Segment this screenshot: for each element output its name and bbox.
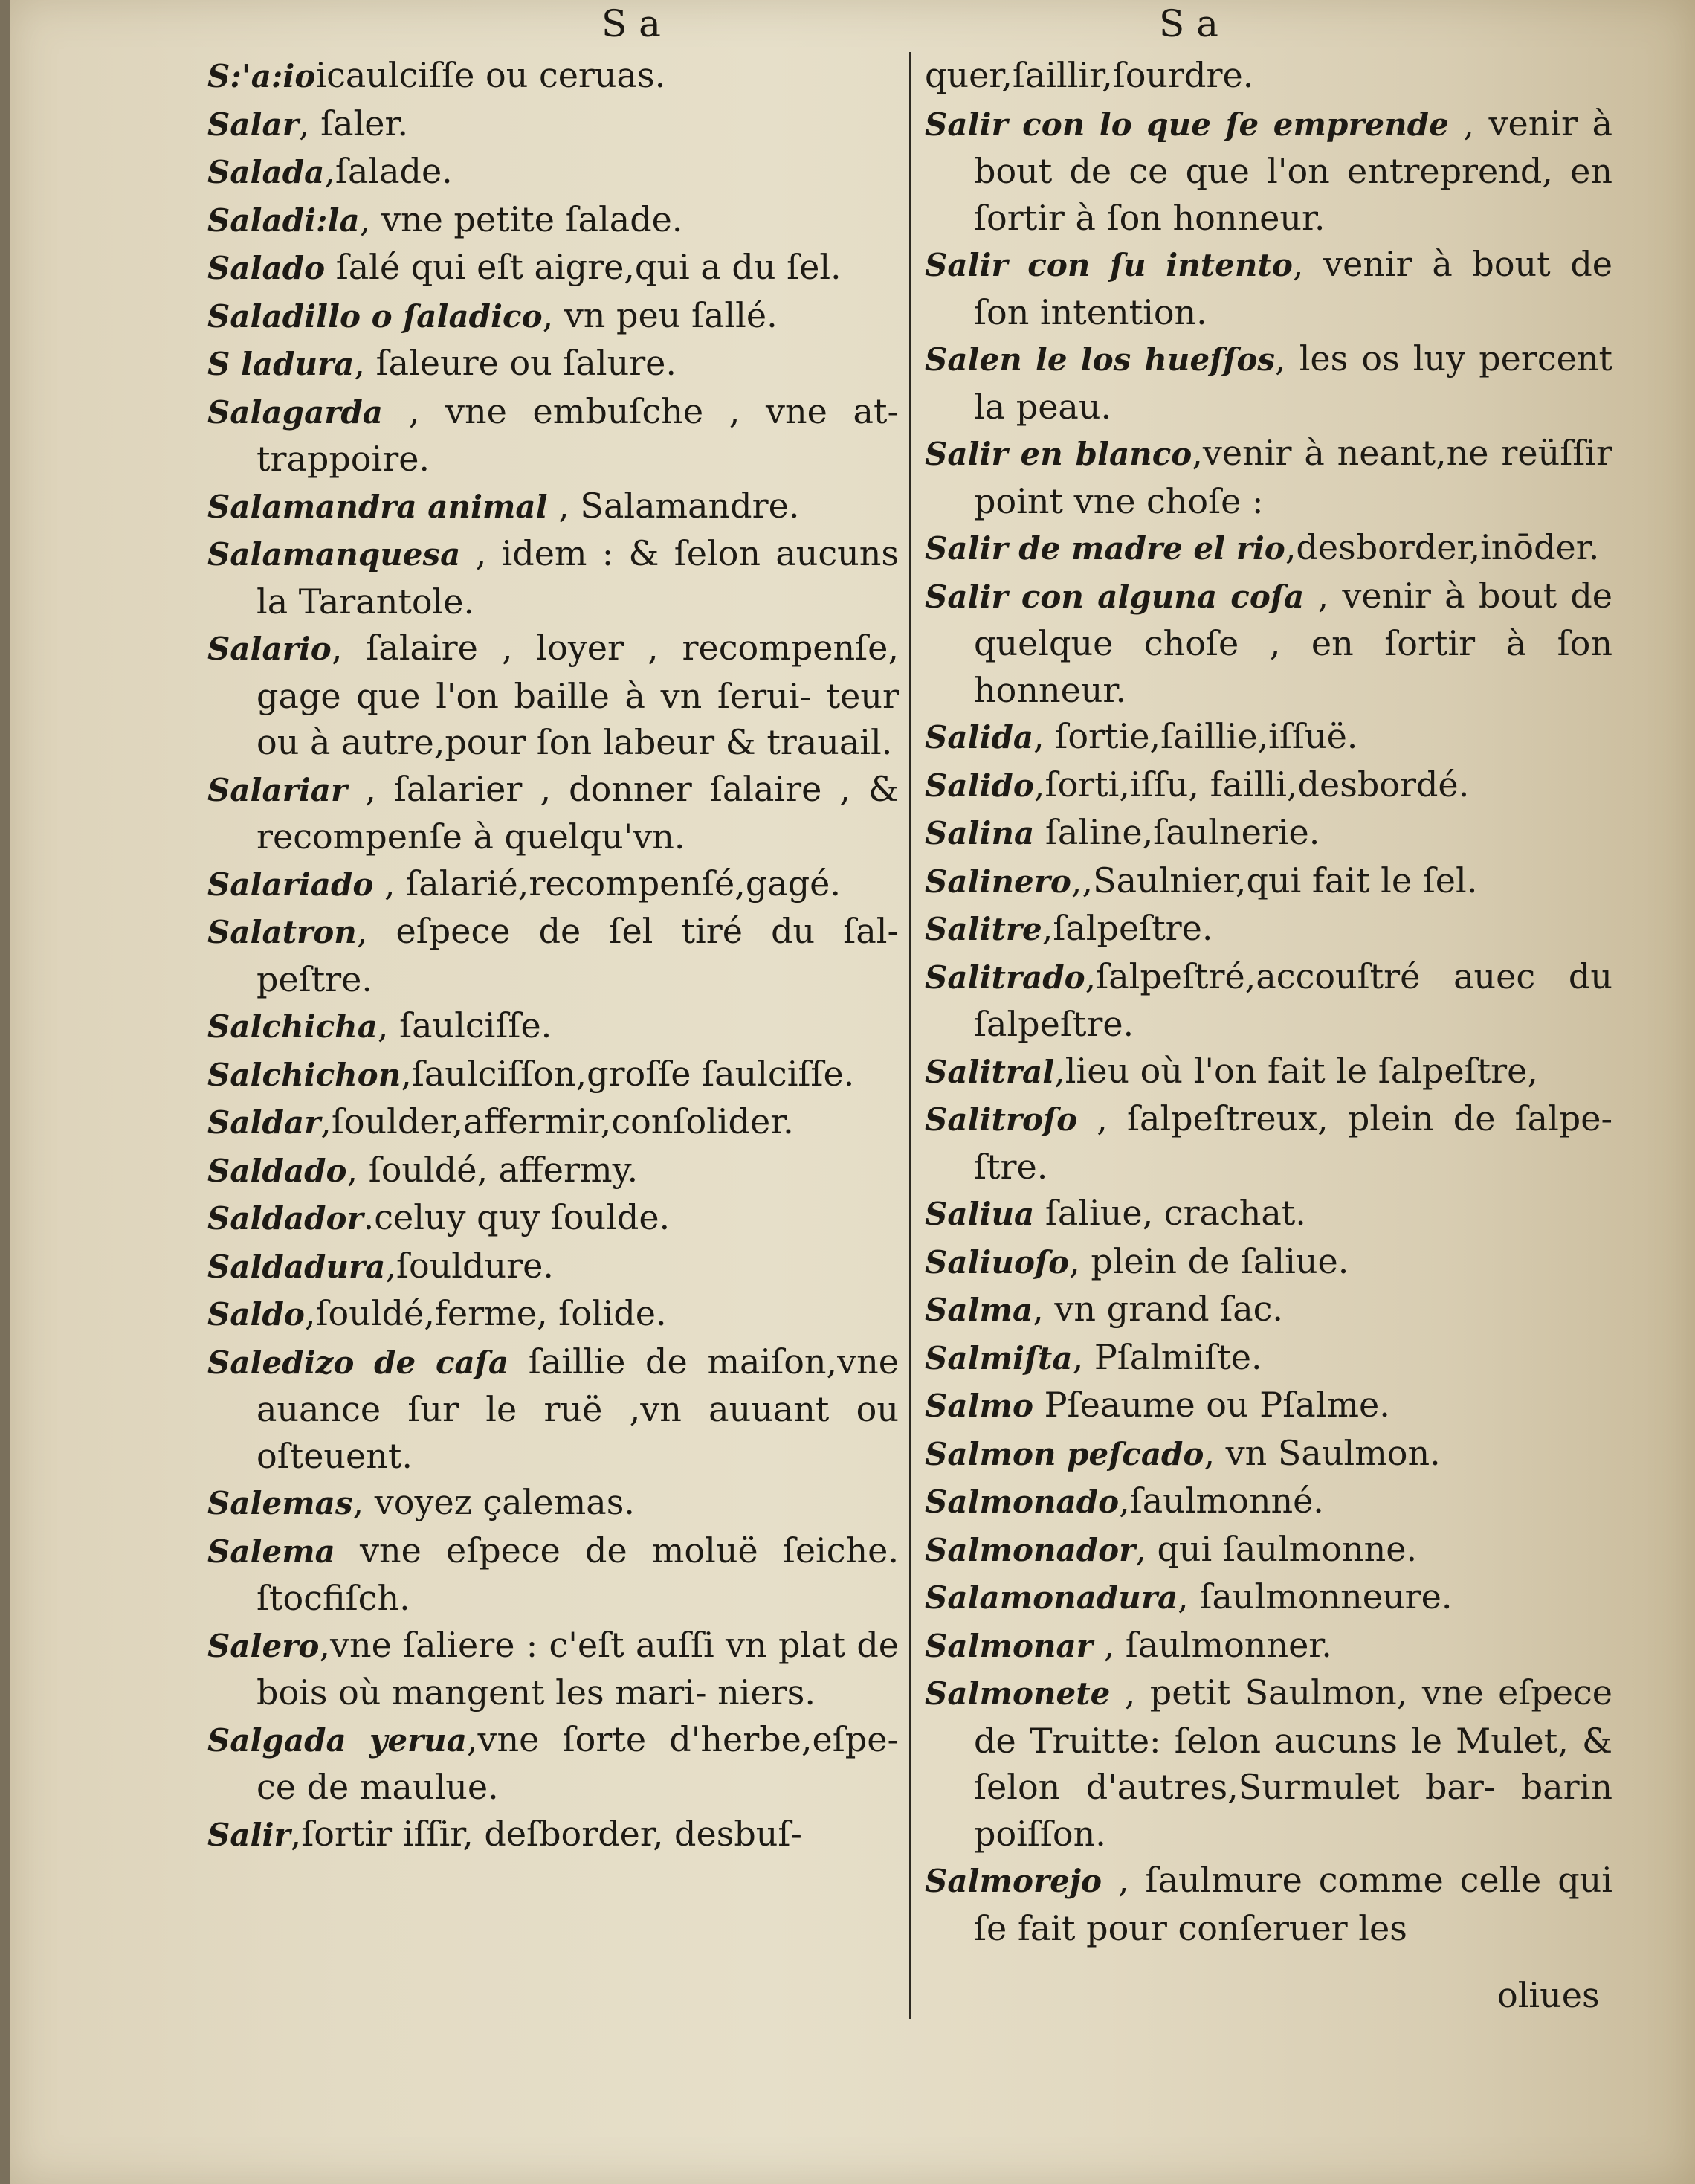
entry-definition: , venir à bout de ce que l'on entreprend, en ſortir à ſon honneur. xyxy=(974,103,1613,238)
entry-headword: Salmorejo xyxy=(925,1863,1102,1899)
entry-headword: Salmonado xyxy=(925,1484,1120,1520)
entry-headword: Salir xyxy=(207,1816,291,1853)
entry-headword: Salario xyxy=(207,631,332,667)
right-column xyxy=(925,52,1612,1951)
entry-definition: , ſaulmure comme celle qui ſe fait pour conſeruer les xyxy=(974,1860,1612,1948)
entry-definition: ,ſouldé,ferme, ſolide. xyxy=(304,1293,667,1333)
dictionary-entry xyxy=(925,1526,1612,1574)
entry-headword: Salatron xyxy=(207,914,357,950)
entry-headword: Salido xyxy=(925,767,1034,804)
entry-definition: , voyez çalemas. xyxy=(352,1482,635,1522)
dictionary-entry xyxy=(207,340,899,388)
entry-definition: , les os luy percent la peau. xyxy=(974,338,1612,427)
dictionary-entry xyxy=(207,483,899,531)
dictionary-entry xyxy=(925,573,1612,714)
entry-headword: Salir en blanco xyxy=(925,436,1192,472)
entry-definition: ,ſouldure. xyxy=(385,1245,554,1286)
dictionary-entry xyxy=(925,1286,1612,1334)
entry-definition: , eſpece de ſel tiré du ſal- peſtre. xyxy=(256,911,899,999)
dictionary-entry xyxy=(925,809,1612,857)
dictionary-entry xyxy=(925,52,1612,100)
entry-definition: , ſalpeſtreux, plein de ſalpe- ſtre. xyxy=(974,1098,1612,1187)
entry-headword: Saldar xyxy=(207,1104,321,1141)
entry-headword: Salema xyxy=(207,1533,335,1570)
entry-definition: , ſaulmonner. xyxy=(1092,1624,1332,1665)
entry-headword: Saldador xyxy=(207,1200,364,1237)
dictionary-entry xyxy=(925,430,1612,524)
dictionary-entry xyxy=(207,1339,899,1480)
entry-definition: , ſalaire , loyer , recompenſe, gage que l'on baille à vn ſerui- teur ou à autre,pour ſon labeur & trauail. xyxy=(256,628,899,762)
dictionary-entry xyxy=(925,241,1612,335)
entry-definition: , ſaulciſſe. xyxy=(377,1005,552,1046)
entry-headword: Saladillo o ſaladico xyxy=(207,297,543,335)
dictionary-entry xyxy=(207,1290,899,1339)
entry-headword: Salmonete xyxy=(925,1675,1111,1712)
dictionary-entry xyxy=(207,52,899,100)
running-head-left: S a xyxy=(601,2,661,45)
entry-definition: vne eſpece de moluë ſeiche. ſtocfiſch. xyxy=(256,1530,899,1618)
entry-headword: Salmiſta xyxy=(925,1339,1073,1376)
entry-headword: Salmonar xyxy=(925,1627,1093,1664)
entry-definition: , Salamandre. xyxy=(547,485,800,526)
entry-headword: Salero xyxy=(207,1627,320,1664)
dictionary-entry xyxy=(207,625,899,766)
dictionary-entry xyxy=(925,1095,1612,1190)
dictionary-entry xyxy=(207,1479,899,1527)
dictionary-entry xyxy=(925,953,1612,1048)
entry-definition: , vn peu ſallé. xyxy=(542,294,778,335)
dictionary-entry xyxy=(925,1334,1612,1382)
dictionary-entry xyxy=(207,148,899,196)
dictionary-entry xyxy=(925,1238,1612,1286)
dictionary-entry xyxy=(207,1243,899,1291)
entry-headword: Salir de madre el rio xyxy=(925,530,1285,567)
dictionary-entry xyxy=(207,196,899,245)
entry-definition: ,,Saulnier,qui fait le ſel. xyxy=(1071,860,1478,901)
catchword: oliues xyxy=(1497,1975,1600,2015)
entry-headword: Salinero xyxy=(925,863,1071,900)
entry-definition: , vne petite ſalade. xyxy=(359,199,683,239)
entry-headword: Salen le los hueſſos xyxy=(925,341,1275,378)
entry-headword: Salmo xyxy=(925,1388,1033,1424)
dictionary-entry xyxy=(925,1573,1612,1622)
dictionary-page xyxy=(10,0,1695,2184)
column-divider xyxy=(909,52,911,2019)
entry-headword: Salada xyxy=(207,154,325,190)
dictionary-entry xyxy=(207,1147,899,1195)
entry-definition: , qui ſaulmonne. xyxy=(1135,1528,1418,1569)
dictionary-entry xyxy=(925,713,1612,761)
entry-headword: Salma xyxy=(925,1292,1033,1328)
entry-headword: Saledizo de caſa xyxy=(207,1344,509,1381)
dictionary-entry xyxy=(925,761,1612,810)
entry-definition: , vn Saulmon. xyxy=(1204,1432,1441,1473)
entry-definition: ,ſalpeſtre. xyxy=(1042,908,1213,948)
entry-definition: , idem : & ſelon aucuns la Tarantole. xyxy=(256,533,899,622)
dictionary-entry xyxy=(207,100,899,149)
entry-headword: Salir con ſu intento xyxy=(925,247,1293,283)
entry-headword: Saladi:la xyxy=(207,202,360,239)
dictionary-entry xyxy=(925,1430,1612,1478)
entry-definition: ſaline,ſaulnerie. xyxy=(1034,812,1320,852)
entry-definition: , ſaulmonneure. xyxy=(1178,1576,1453,1617)
entry-definition: ,ſaulmonné. xyxy=(1119,1481,1324,1521)
dictionary-entry xyxy=(925,857,1612,906)
dictionary-entry xyxy=(925,100,1612,242)
entry-headword: Saldado xyxy=(207,1152,347,1189)
entry-definition: icaulciſſe ou ceruas. xyxy=(315,55,666,95)
entry-definition: , ſaleure ou ſalure. xyxy=(354,343,677,383)
entry-definition: , plein de ſaliue. xyxy=(1069,1240,1349,1281)
entry-definition: ,ſalade. xyxy=(324,151,453,191)
dictionary-entry xyxy=(207,388,899,483)
dictionary-entry xyxy=(925,1190,1612,1238)
entry-headword: S:'a:io xyxy=(207,58,316,94)
entry-headword: Salitral xyxy=(925,1053,1055,1090)
entry-definition: ,venir à neant,ne reüſſir point vne choſe : xyxy=(974,433,1612,521)
entry-definition: ſaillie de maiſon,vne auance ſur le ruë ,vn auuant ou oſteuent. xyxy=(256,1341,899,1476)
entry-definition: , venir à bout de quelque choſe , en ſortir à ſon honneur. xyxy=(974,575,1612,710)
entry-definition: ,ſaulciſſon,groſſe ſaulciſſe. xyxy=(401,1053,855,1094)
entry-definition: ,ſalpeſtré,accouſtré auec du ſalpeſtre. xyxy=(974,956,1612,1044)
dictionary-entry xyxy=(207,1002,899,1051)
dictionary-entry xyxy=(207,1051,899,1099)
entry-headword: Salariado xyxy=(207,866,374,903)
entry-headword: Salitroſo xyxy=(925,1101,1078,1138)
dictionary-entry xyxy=(207,908,899,1002)
entry-definition: ,desborder,inōder. xyxy=(1285,527,1600,567)
dictionary-entry xyxy=(207,1527,899,1622)
dictionary-entry xyxy=(207,1716,899,1811)
dictionary-entry xyxy=(207,292,899,341)
dictionary-entry xyxy=(207,860,899,909)
dictionary-entry xyxy=(207,1622,899,1716)
left-column xyxy=(207,52,899,1858)
entry-headword: Salar xyxy=(207,106,299,143)
entry-headword: Salir con alguna coſa xyxy=(925,578,1305,615)
entry-definition: ,vne ſorte d'herbe,eſpe- ce de maulue. xyxy=(256,1718,899,1807)
entry-definition: , vne embuſche , vne at- trappoire. xyxy=(256,390,899,479)
entry-headword: Salchicha xyxy=(207,1008,378,1045)
entry-headword: Saliua xyxy=(925,1196,1035,1232)
dictionary-entry xyxy=(207,766,899,860)
entry-definition: , ſortie,ſaillie,iſſuë. xyxy=(1033,716,1358,756)
entry-headword: Salmonador xyxy=(925,1531,1136,1568)
entry-headword: Salida xyxy=(925,719,1034,756)
dictionary-entry xyxy=(925,1669,1612,1857)
entry-headword: S ladura xyxy=(207,346,355,382)
entry-headword: Salamanquesa xyxy=(207,536,461,573)
dictionary-entry xyxy=(925,1622,1612,1670)
entry-headword: Salmon peſcado xyxy=(925,1435,1204,1472)
dictionary-entry xyxy=(207,1811,899,1859)
dictionary-entry xyxy=(207,1194,899,1243)
entry-definition: ,ſortir iſſir, deſborder, desbuſ- xyxy=(290,1813,802,1854)
entry-definition: .celuy quy ſoulde. xyxy=(363,1197,671,1237)
entry-definition: , petit Saulmon, vne eſpece de Truitte: ſelon aucuns le Mulet, & ſelon d'autres,Surmulet bar- barin poiſſon. xyxy=(974,1672,1612,1854)
entry-headword: Salitrado xyxy=(925,959,1085,996)
entry-headword: Salir con lo que ſe emprende xyxy=(925,106,1449,143)
entry-headword: Salagarda xyxy=(207,393,384,431)
entry-headword: Saliuoſo xyxy=(925,1243,1070,1281)
dictionary-entry xyxy=(207,530,899,625)
entry-headword: Salado xyxy=(207,250,326,286)
dictionary-entry xyxy=(207,244,899,292)
entry-definition: , Pſalmiſte. xyxy=(1072,1336,1262,1377)
entry-definition: , ſouldé, affermy. xyxy=(346,1149,639,1190)
entry-headword: Salchichon xyxy=(207,1056,401,1093)
entry-headword: Salgada yerua xyxy=(207,1721,467,1759)
entry-definition: ſaliue, crachat. xyxy=(1034,1193,1306,1233)
dictionary-entry xyxy=(925,905,1612,953)
entry-definition: , ſalarié,recompenſé,gagé. xyxy=(373,863,842,903)
entry-definition: ſalé qui eſt aigre,qui a du ſel. xyxy=(325,247,842,287)
dictionary-entry xyxy=(925,1382,1612,1430)
dictionary-entry xyxy=(925,1048,1612,1096)
entry-headword: Salitre xyxy=(925,911,1042,947)
dictionary-entry xyxy=(925,1857,1612,1951)
entry-definition: ,ſoulder,affermir,conſolider. xyxy=(320,1101,794,1141)
entry-headword: Saldo xyxy=(207,1296,305,1333)
dictionary-entry xyxy=(925,1478,1612,1526)
dictionary-entry xyxy=(925,335,1612,430)
dictionary-entry xyxy=(207,1098,899,1147)
dictionary-entry xyxy=(925,524,1612,573)
entry-headword: Salina xyxy=(925,815,1035,851)
entry-definition: , venir à bout de ſon intention. xyxy=(974,244,1612,332)
entry-headword: Salemas xyxy=(207,1485,353,1521)
entry-definition: , vn grand ſac. xyxy=(1033,1289,1284,1329)
entry-headword: Saldadura xyxy=(207,1248,386,1285)
running-head-right: S a xyxy=(1159,2,1218,45)
entry-headword: Salamandra animal xyxy=(207,488,548,525)
entry-headword: Salariar xyxy=(207,771,348,808)
entry-definition: ,vne ſaliere : c'eſt auſſi vn plat de bois où mangent les mari- niers. xyxy=(256,1624,899,1713)
entry-headword: Salamonadura xyxy=(925,1579,1178,1616)
entry-definition: quer,ſaillir,ſourdre. xyxy=(925,55,1254,95)
entry-definition: Pſeaume ou Pſalme. xyxy=(1033,1385,1390,1425)
entry-definition: , ſaler. xyxy=(298,103,409,144)
entry-definition: ,lieu où l'on fait le ſalpeſtre, xyxy=(1054,1050,1538,1091)
entry-definition: ,ſorti,iſſu, failli,desbordé. xyxy=(1033,764,1470,805)
entry-definition: , ſalarier , donner ſalaire , & recompenſe à quelqu'vn. xyxy=(256,768,899,857)
